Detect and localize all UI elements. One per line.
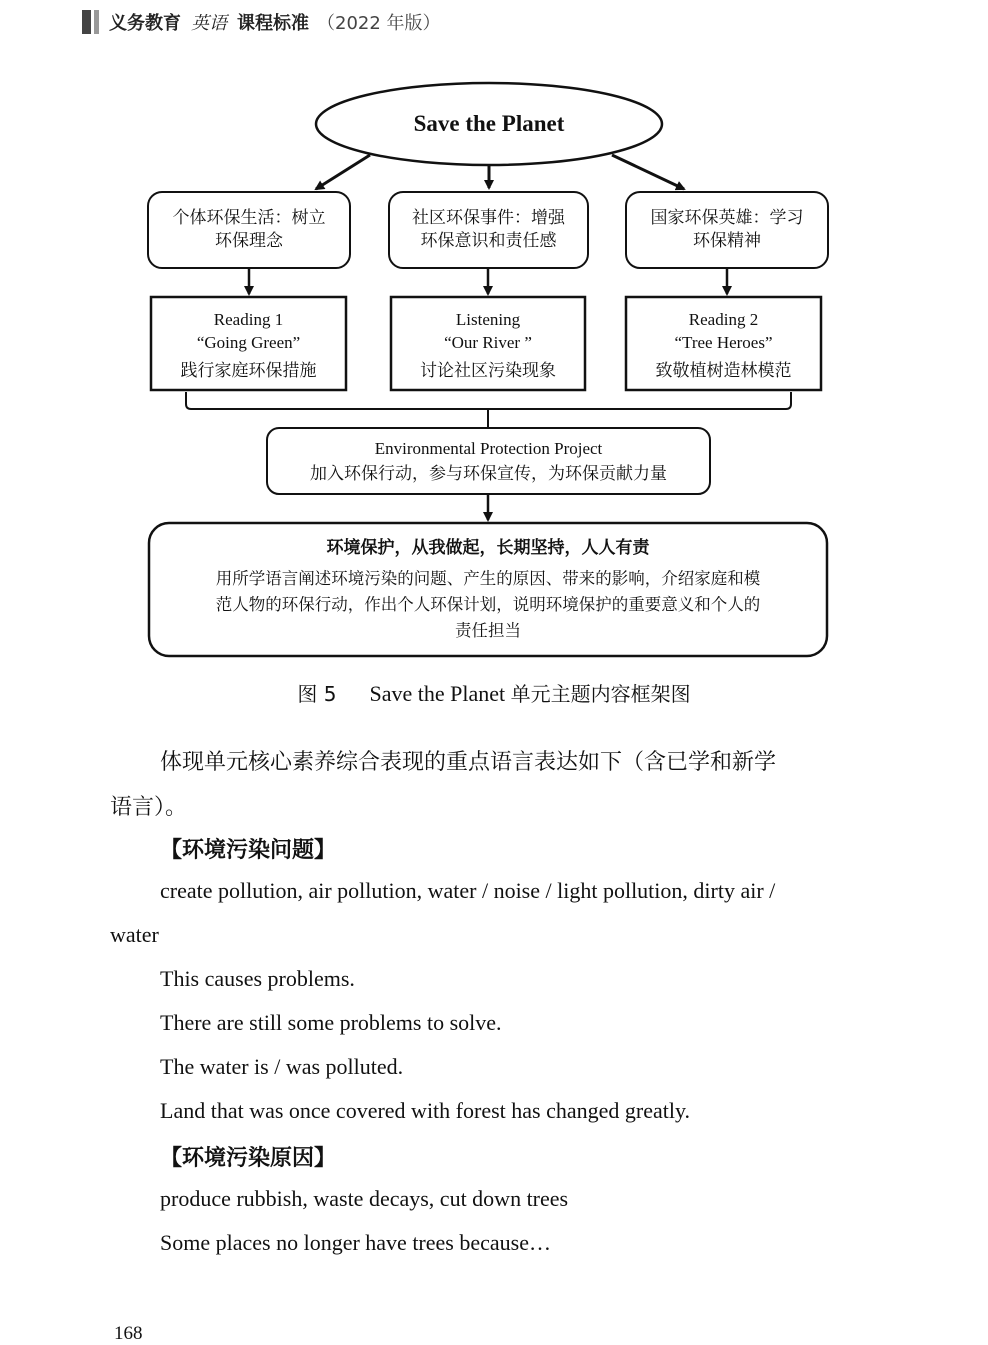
figure-caption	[0, 678, 988, 707]
lesson-2-desc: 讨论社区污染现象	[420, 360, 556, 381]
arrow-root-left	[316, 155, 370, 189]
lesson-node-1	[153, 302, 344, 388]
lesson-3-type: Reading 2	[688, 309, 759, 329]
project-title: Environmental Protection Project	[374, 438, 603, 458]
lesson-1-desc: 践行家庭环保措施	[180, 360, 317, 381]
header-subject: 英语	[191, 13, 227, 34]
intro-line2: 语言）。	[110, 795, 188, 820]
header-edition: （2022 年版）	[317, 13, 441, 34]
theme-3-line2: 环保精神	[693, 231, 761, 251]
lesson-1-type: Reading 1	[213, 309, 284, 329]
theme-node-2	[391, 194, 586, 266]
figure-title-en: Save the Planet	[369, 681, 506, 706]
merge-bracket	[186, 392, 791, 409]
section2-line1: produce rubbish, waste decays, cut down trees	[160, 1186, 569, 1211]
project-desc: 加入环保行动，参与环保宣传，为环保贡献力量	[310, 463, 667, 484]
theme-1-line1: 个体环保生活：树立	[172, 208, 326, 228]
lesson-3-title: “Tree Heroes”	[674, 332, 773, 352]
goal-line3: 责任担当	[455, 620, 521, 640]
lesson-2-title: “Our River ”	[444, 332, 532, 352]
goal-line1: 用所学语言阐述环境污染的问题、产生的原因、带来的影响，介绍家庭和模	[215, 568, 761, 588]
theme-node-3	[628, 194, 826, 266]
arrow-root-right	[612, 155, 684, 189]
lesson-3-desc: 致敬植树造林模范	[655, 360, 792, 381]
theme-2-line2: 环保意识和责任感	[420, 231, 557, 251]
section1-sentence: This causes problems.	[160, 966, 355, 991]
theme-2-line1: 社区环保事件：增强	[412, 208, 565, 228]
project-node	[269, 432, 708, 490]
goal-line2: 范人物的环保行动，作出个人环保计划，说明环境保护的重要意义和个人的	[215, 594, 761, 614]
section2-heading: 【环境污染原因】	[160, 1146, 337, 1171]
page-number: 168	[114, 1323, 143, 1344]
section1-sentence: The water is / was polluted.	[160, 1054, 404, 1079]
lesson-node-2	[393, 302, 583, 388]
goal-node	[152, 530, 824, 650]
section1-line2: water	[110, 922, 159, 947]
theme-1-line2: 环保理念	[215, 231, 283, 251]
header-standard: 课程标准	[237, 13, 309, 34]
theme-3-line1: 国家环保英雄：学习	[650, 208, 804, 228]
root-node	[316, 104, 662, 144]
intro-line1: 体现单元核心素养综合表现的重点语言表达如下（含已学和新学	[160, 750, 777, 775]
root-label: Save the Planet	[413, 111, 565, 136]
section1-line1: create pollution, air pollution, water / noise / light pollution, dirty air /	[160, 878, 776, 903]
header-title: 义务教育	[109, 13, 181, 34]
figure-title-cn: 单元主题内容框架图	[510, 682, 691, 706]
section1-sentence: There are still some problems to solve.	[160, 1010, 502, 1035]
section1-heading: 【环境污染问题】	[160, 838, 337, 863]
figure-label: 图 5	[297, 682, 337, 706]
lesson-1-title: “Going Green”	[196, 332, 301, 352]
theme-node-1	[150, 194, 348, 266]
lesson-2-type: Listening	[455, 309, 521, 329]
goal-title: 环境保护，从我做起，长期坚持，人人有责	[326, 537, 650, 558]
section2-line2: Some places no longer have trees because…	[160, 1230, 551, 1255]
lesson-node-3	[628, 302, 819, 388]
section1-sentence: Land that was once covered with forest has changed greatly.	[160, 1098, 691, 1123]
